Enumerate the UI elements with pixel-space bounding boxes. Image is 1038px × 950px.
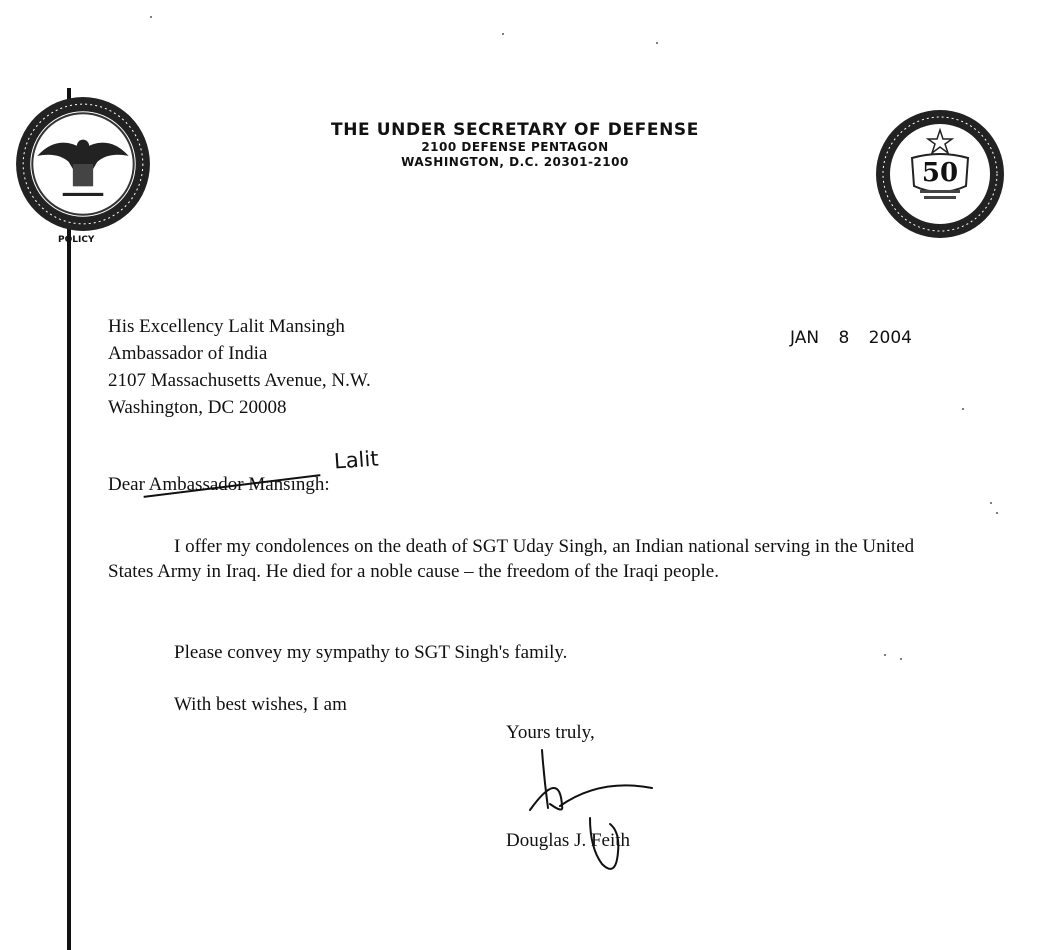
recipient-address [108, 313, 371, 421]
letter-date: JAN 8 2004 [790, 328, 912, 348]
scan-speck [990, 502, 992, 504]
letterhead-address-line2: WASHINGTON, D.C. 20301-2100 [401, 155, 629, 169]
body-paragraph-2: Please convey my sympathy to SGT Singh's family. [174, 642, 568, 663]
letterhead-title: THE UNDER SECRETARY OF DEFENSE [331, 120, 699, 140]
scan-speck [502, 33, 504, 35]
salutation-suffix: : [324, 474, 330, 495]
closing: Yours truly, [506, 722, 595, 743]
anniversary-seal [872, 106, 1008, 242]
recipient-line4: Washington, DC 20008 [108, 397, 287, 418]
scan-speck [656, 42, 658, 44]
signature-mark [520, 748, 670, 888]
scan-speck [962, 408, 964, 410]
scan-speck [884, 654, 886, 656]
office-label: POLICY [58, 235, 95, 245]
dod-seal [12, 93, 154, 235]
svg-text:50: 50 [921, 158, 959, 188]
recipient-line3: 2107 Massachusetts Avenue, N.W. [108, 370, 371, 391]
recipient-line1: His Excellency Lalit Mansingh [108, 316, 345, 337]
salutation-struck-name: Ambassador Mansingh [148, 474, 325, 495]
salutation-prefix: Dear [108, 474, 149, 495]
body-paragraph-1: I offer my condolences on the death of SGT Uday Singh, an Indian national serving in the United States Army in Iraq. He died for a noble cause – the freedom of the Iraqi people. [108, 536, 915, 582]
letterhead-address-line1: 2100 DEFENSE PENTAGON [421, 140, 609, 154]
signer-name: Douglas J. Feith [506, 830, 631, 851]
handwritten-name: Lalit [333, 446, 380, 474]
body-paragraph-3: With best wishes, I am [174, 694, 347, 715]
scan-speck [900, 658, 902, 660]
recipient-line2: Ambassador of India [108, 343, 268, 364]
salutation [108, 474, 330, 496]
scan-speck [996, 512, 998, 514]
letterhead [250, 120, 780, 170]
scan-speck [150, 16, 152, 18]
